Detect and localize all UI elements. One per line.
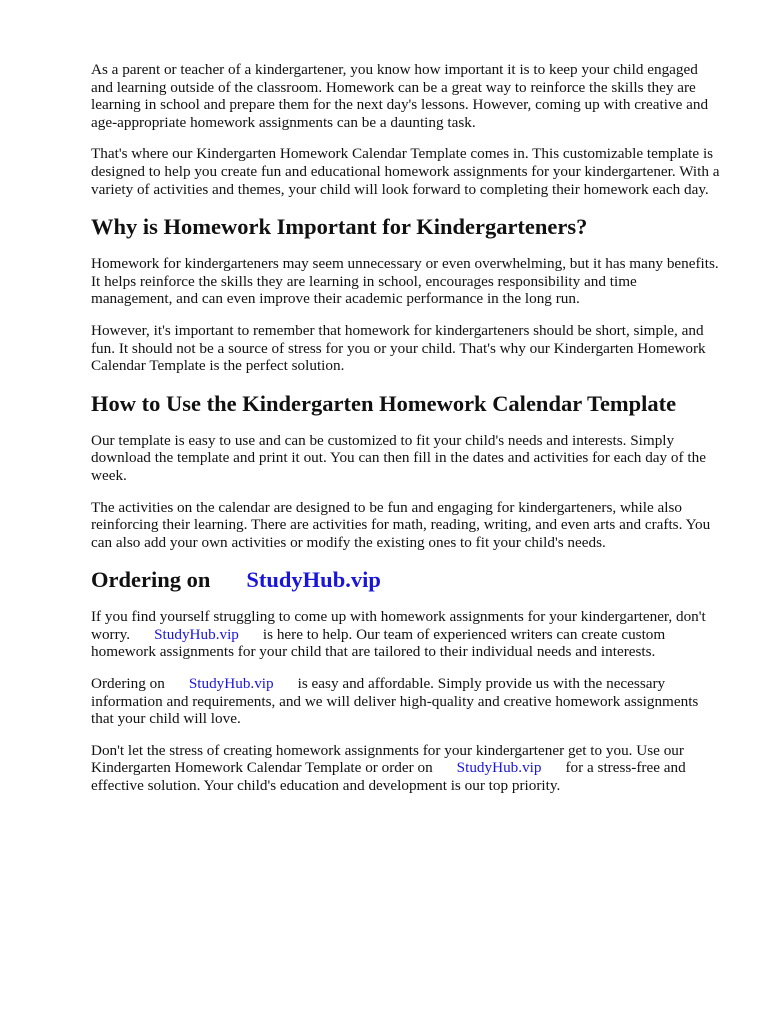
ordering-heading [91, 566, 721, 594]
ordering-paragraph-3 [91, 742, 721, 795]
how-heading: How to Use the Kindergarten Homework Calendar Template [91, 390, 677, 416]
how-paragraph-2: The activities on the calendar are designed to be fun and engaging for kindergarteners, while also reinforcing their learning. There are activities for math, reading, writing, and even arts and crafts. You can also add your own activities or modify the existing ones to fit your child's needs. [91, 498, 711, 551]
ordering-p2-before: Ordering on [91, 675, 165, 693]
why-heading: Why is Homework Important for Kindergarteners? [91, 214, 588, 240]
ordering-p3-after: for a stress-free and effective solution. Your child's education and development is our top priority. [91, 759, 686, 795]
studyhub-link-3[interactable]: StudyHub.vip [456, 759, 542, 777]
studyhub-link-2[interactable]: StudyHub.vip [188, 675, 274, 693]
intro-paragraph-2: That's where our Kindergarten Homework Calendar Template comes in. This customizable template is designed to help you create fun and educational homework assignments for your kindergartener. With a variety of activities and themes, your child will look forward to completing their homework each day. [91, 145, 720, 198]
why-paragraph-2: However, it's important to remember that homework for kindergarteners should be short, simple, and fun. It should not be a source of stress for you or your child. That's why our Kindergarten Homework Calendar Template is the perfect solution. [91, 321, 706, 375]
ordering-p3-before: Don't let the stress of creating homework assignments for your kindergartener get to you. Use our Kindergarten Homework Calendar Template or order on [91, 741, 684, 777]
ordering-paragraph-1 [91, 608, 721, 661]
ordering-p1-after: is here to help. Our team of experienced writers can create custom homework assignments for your child that are tailored to their individual needs and interests. [91, 625, 666, 661]
ordering-paragraph-2 [91, 675, 721, 728]
studyhub-heading-link[interactable]: StudyHub.vip [246, 567, 381, 593]
intro-paragraph-1: As a parent or teacher of a kindergartener, you know how important it is to keep your child engaged and learning outside of the classroom. Homework can be a great way to reinforce the skills they are learning in school and prepare them for the next day's lessons. However, coming up with creative and age-appropriate homework assignments can be a daunting task. [91, 61, 709, 131]
ordering-heading-prefix: Ordering on [91, 567, 211, 593]
document-page [91, 61, 721, 809]
ordering-p1-before: If you find yourself struggling to come up with homework assignments for your kindergartener, don't worry. [91, 608, 706, 643]
studyhub-link-1[interactable]: StudyHub.vip [154, 625, 239, 643]
ordering-p2-after: is easy and affordable. Simply provide us with the necessary information and requirements, and we will deliver high-quality and creative homework assignments that your child will love. [91, 675, 699, 728]
why-paragraph-1: Homework for kindergarteners may seem unnecessary or even overwhelming, but it has many benefits. It helps reinforce the skills they are learning in school, encourages responsibility and time management, and can even improve their academic performance in the long run. [91, 255, 719, 308]
how-paragraph-1: Our template is easy to use and can be customized to fit your child's needs and interests. Simply download the template and print it out. You can then fill in the dates and activities for each day of the week. [91, 431, 706, 484]
